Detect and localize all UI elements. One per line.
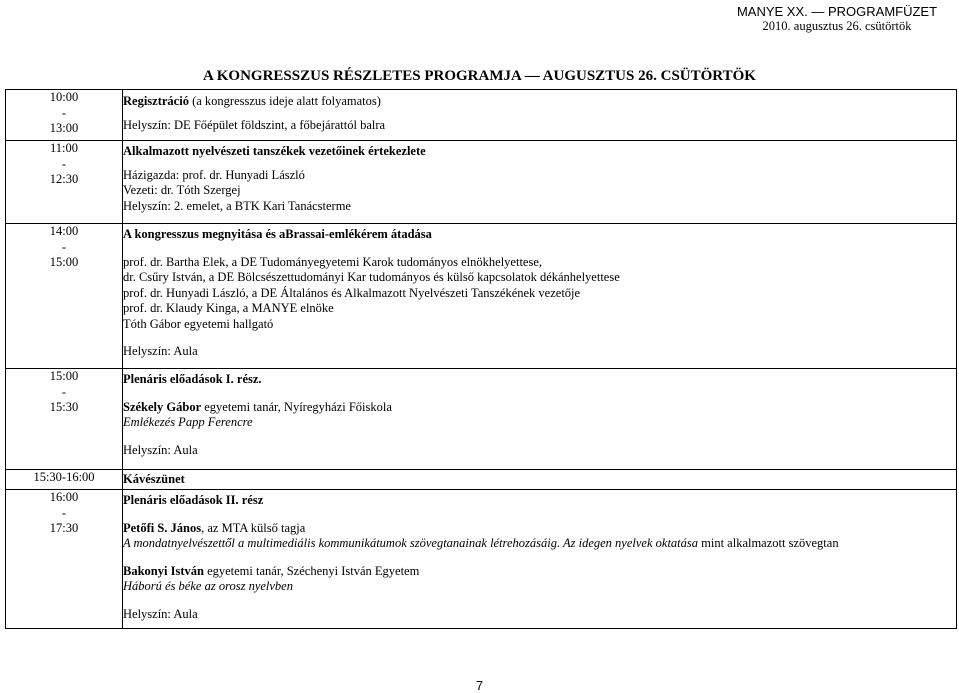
- content-cell: [123, 141, 957, 224]
- event-place: Helyszín: Aula: [123, 344, 198, 358]
- speaker-line: Tóth Gábor egyetemi hallgató: [123, 316, 274, 331]
- speaker-line: prof. dr. Bartha Elek, a DE Tudományegyetemi Karok tudományos elnökhelyettese,: [123, 254, 543, 269]
- event-place: Helyszín: 2. emelet, a BTK Kari Tanácsterme: [123, 198, 351, 213]
- content-cell: [123, 490, 957, 629]
- content-cell: [123, 224, 957, 369]
- event-title: Alkalmazott nyelvészeti tanszékek vezetőinek értekezlete: [123, 144, 426, 158]
- time-cell: 16:00 - 17:30: [6, 490, 123, 629]
- speaker-name: Petőfi S. János: [123, 520, 202, 535]
- schedule-row-plenary-2: [6, 490, 957, 629]
- speaker-name: Székely Gábor: [123, 399, 202, 414]
- time-cell: 14:00 - 15:00: [6, 224, 123, 369]
- speaker-role: egyetemi tanár, Nyíregyházi Főiskola: [201, 399, 392, 414]
- speaker-role: , az MTA külső tagja: [201, 520, 306, 535]
- event-place: Helyszín: DE Főépület földszint, a főbejárattól balra: [123, 117, 386, 132]
- page-number: 7: [475, 678, 484, 693]
- talk-title: A mondatnyelvészettől a multimediális kommunikátumok szövegtanainak létrehozásáig. Az idegen nyelvek oktatása: [123, 536, 698, 550]
- time-cell: 15:30-16:00: [6, 470, 123, 490]
- page-header: [727, 4, 947, 34]
- program-title: A KONGRESSZUS RÉSZLETES PROGRAMJA — AUGUSZTUS 26. CSÜTÖRTÖK: [203, 68, 756, 84]
- talk-title-tail: mint alkalmazott szövegtan: [698, 536, 839, 550]
- header-title: MANYE XX. — PROGRAMFÜZET: [736, 4, 938, 19]
- schedule-row-opening: [6, 224, 957, 369]
- speaker-name: Bakonyi István: [123, 563, 204, 578]
- event-title: Kávészünet: [123, 470, 957, 490]
- speaker-role: egyetemi tanár, Széchenyi István Egyetem: [203, 563, 420, 578]
- schedule-row-meeting: [6, 141, 957, 224]
- event-title: Regisztráció: [123, 94, 189, 108]
- time-cell: 10:00 - 13:00: [6, 90, 123, 141]
- event-title: Plenáris előadások I. rész.: [123, 372, 262, 386]
- schedule-row-coffee: [6, 470, 957, 490]
- schedule-row-plenary-1: [6, 369, 957, 470]
- event-note: (a kongresszus ideje alatt folyamatos): [188, 94, 381, 108]
- talk-title: Háború és béke az orosz nyelvben: [123, 579, 293, 593]
- schedule-table: [5, 89, 957, 629]
- event-title: A kongresszus megnyitása és aBrassai-emlékérem átadása: [123, 227, 432, 241]
- event-host: Házigazda: prof. dr. Hunyadi László: [123, 167, 305, 182]
- talk-title: Emlékezés Papp Ferencre: [123, 415, 253, 429]
- content-cell: [123, 369, 957, 470]
- event-place: Helyszín: Aula: [123, 606, 198, 621]
- schedule-row-registration: [6, 90, 957, 141]
- content-cell: [123, 90, 957, 141]
- event-place: Helyszín: Aula: [123, 442, 198, 457]
- header-date: 2010. augusztus 26. csütörtök: [762, 19, 912, 33]
- speaker-line: dr. Csűry István, a DE Bölcsészettudományi Kar tudományos és külső kapcsolatok dékánhelyettese: [123, 270, 620, 284]
- time-cell: 15:00 - 15:30: [6, 369, 123, 470]
- speaker-line: prof. dr. Hunyadi László, a DE Általános és Alkalmazott Nyelvészeti Tanszékének vezetője: [123, 285, 581, 300]
- speaker-line: prof. dr. Klaudy Kinga, a MANYE elnöke: [123, 301, 334, 315]
- time-cell: 11:00 - 12:30: [6, 141, 123, 224]
- event-chair: Vezeti: dr. Tóth Szergej: [123, 183, 241, 197]
- event-title: Plenáris előadások II. rész: [123, 493, 264, 507]
